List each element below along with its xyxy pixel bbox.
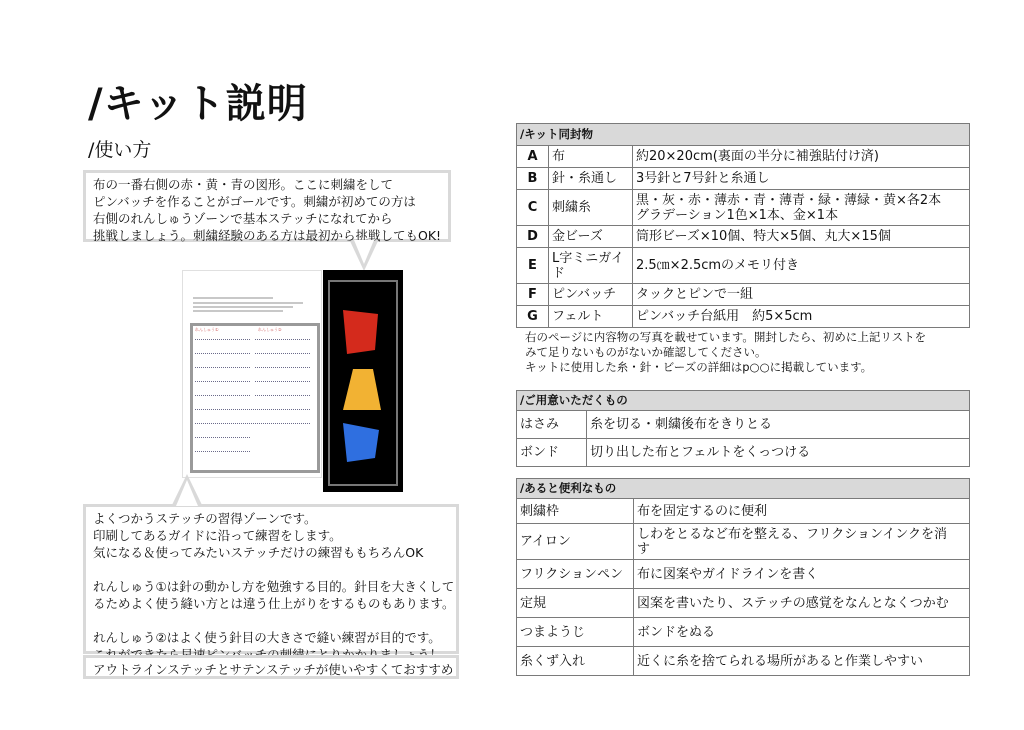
callout-line: 布の一番右側の赤・黄・青の図形。ここに刺繍をして	[93, 177, 394, 192]
item-name: つまようじ	[517, 618, 634, 647]
item-name: 針・糸通し	[549, 168, 633, 190]
item-name: はさみ	[517, 411, 587, 439]
table-row	[517, 439, 970, 467]
callout-line: るためよく使う縫い方とは違う仕上がりをするものもあります。	[93, 596, 455, 611]
stitch-row	[255, 353, 310, 355]
stitch-row	[195, 353, 250, 355]
item-desc: タックとピンで一組	[633, 284, 970, 306]
item-desc: 布に図案やガイドラインを書く	[634, 560, 970, 589]
item-name: 金ビーズ	[549, 226, 633, 248]
item-name-line: ド	[552, 265, 566, 281]
table-header: /あると便利なもの	[517, 479, 970, 499]
table-header: /ご用意いただくもの	[517, 391, 970, 411]
table-row	[517, 168, 970, 190]
item-name: 刺繍糸	[549, 190, 633, 226]
kit-contents-table	[516, 123, 970, 328]
stitch-row	[195, 451, 250, 453]
item-name: 糸くず入れ	[517, 647, 634, 676]
prepare-items-table	[516, 390, 970, 467]
handy-items-table	[516, 478, 970, 676]
item-desc: ボンドをぬる	[634, 618, 970, 647]
item-desc: 近くに糸を捨てられる場所があると作業しやすい	[634, 647, 970, 676]
item-desc: 布を固定するのに便利	[634, 499, 970, 524]
table-header-row	[517, 124, 970, 146]
item-id: G	[517, 306, 549, 328]
callout-line: ピンバッチを作ることがゴールです。刺繍が初めての方は	[93, 194, 416, 209]
item-desc: 2.5㎝×2.5cmのメモリ付き	[633, 248, 970, 284]
item-id: A	[517, 146, 549, 168]
item-name: 定規	[517, 589, 634, 618]
callout-spacer	[93, 612, 449, 629]
item-desc	[633, 190, 970, 226]
table-row	[517, 306, 970, 328]
callout-line: 気になる＆使ってみたいステッチだけの練習ももちろんOK	[93, 545, 424, 560]
callout-line: アウトラインステッチとサテンステッチが使いやすくておすすめ	[93, 662, 454, 677]
stitch-row	[255, 339, 310, 341]
item-desc: 3号針と7号針と糸通し	[633, 168, 970, 190]
pin-badge-shapes	[323, 270, 403, 492]
table-row	[517, 146, 970, 168]
table-row	[517, 248, 970, 284]
table-header-row	[517, 479, 970, 499]
stitch-row	[195, 409, 310, 411]
item-name: ボンド	[517, 439, 587, 467]
callout-line: れんしゅう②はよく使う針目の大きさで縫い練習が目的です。	[93, 630, 441, 645]
stitch-row	[195, 423, 310, 425]
item-desc: ピンバッチ台紙用 約5×5cm	[633, 306, 970, 328]
stitch-row	[195, 437, 250, 439]
stitch-row	[255, 395, 310, 397]
page-title: /キット説明	[88, 81, 308, 127]
kit-contents-note	[525, 330, 926, 375]
text-line	[193, 310, 283, 312]
table-row	[517, 499, 970, 524]
item-desc-line: 黒・灰・赤・薄赤・青・薄青・緑・薄緑・黄×各2本	[636, 192, 942, 208]
stitch-row	[195, 395, 250, 397]
note-line: みて足りないものがないか確認してください。	[525, 345, 767, 359]
item-desc-line: しわをとるなど布を整える、フリクションインクを消	[637, 526, 948, 542]
callout-goal	[83, 170, 451, 242]
stitch-row	[255, 367, 310, 369]
callout-pointer-fill	[354, 240, 374, 264]
item-name: ピンバッチ	[549, 284, 633, 306]
callout-line: れんしゅう①は針の動かし方を勉強する目的。針目を大きくして	[93, 579, 455, 594]
table-row	[517, 226, 970, 248]
section-title: /使い方	[88, 139, 152, 161]
item-name	[549, 248, 633, 284]
stitch-row	[195, 339, 250, 341]
callout-practice	[83, 504, 459, 654]
text-line	[193, 302, 303, 304]
table-row	[517, 190, 970, 226]
callout-line: 印刷してあるガイドに沿って練習をします。	[93, 528, 342, 543]
yellow-shape	[343, 369, 381, 410]
table-row	[517, 647, 970, 676]
item-desc: 約20×20cm(裏面の半分に補強貼付け済)	[633, 146, 970, 168]
item-id: C	[517, 190, 549, 226]
practice-1-label: れんしゅう①	[195, 327, 219, 332]
stitch-row	[255, 381, 310, 383]
table-row	[517, 524, 970, 560]
item-id: D	[517, 226, 549, 248]
table-row	[517, 560, 970, 589]
item-desc: 糸を切る・刺繍後布をきりとる	[587, 411, 970, 439]
practice-guide-image	[182, 270, 322, 478]
item-desc: 図案を書いたり、ステッチの感覚をなんとなくつかむ	[634, 589, 970, 618]
item-desc-line: グラデーション1色×1本、金×1本	[636, 207, 839, 223]
stitch-row	[195, 367, 250, 369]
table-row	[517, 589, 970, 618]
item-name: 刺繍枠	[517, 499, 634, 524]
item-desc: 切り出した布とフェルトをくっつける	[587, 439, 970, 467]
item-id: E	[517, 248, 549, 284]
callout-line: 右側のれんしゅうゾーンで基本ステッチになれてから	[93, 211, 393, 226]
callout-spacer	[93, 561, 449, 578]
callout-line: 挑戦しましょう。刺繍経験のある方は最初から挑戦してもOK!	[93, 228, 442, 243]
item-desc	[634, 524, 970, 560]
text-line	[193, 306, 293, 308]
text-line	[193, 297, 273, 299]
table-header-row	[517, 391, 970, 411]
table-row	[517, 284, 970, 306]
item-desc: 筒形ビーズ×10個、特大×5個、丸大×15個	[633, 226, 970, 248]
callout-pointer-fill	[176, 480, 198, 506]
item-name: フェルト	[549, 306, 633, 328]
item-name: アイロン	[517, 524, 634, 560]
note-line: キットに使用した糸・針・ビーズの詳細はp○○に掲載しています。	[525, 360, 873, 374]
item-id: F	[517, 284, 549, 306]
red-shape	[343, 310, 378, 354]
item-name: フリクションペン	[517, 560, 634, 589]
note-line: 右のページに内容物の写真を載せています。開封したら、初めに上記リストを	[525, 330, 927, 344]
table-row	[517, 411, 970, 439]
table-row	[517, 618, 970, 647]
item-name-line: L字ミニガイ	[552, 250, 624, 266]
pin-badge-zone-image	[323, 270, 403, 492]
table-header: /キット同封物	[517, 124, 970, 146]
item-desc-line: す	[637, 541, 651, 557]
callout-recommend	[83, 655, 459, 679]
item-id: B	[517, 168, 549, 190]
item-name: 布	[549, 146, 633, 168]
practice-2-label: れんしゅう②	[258, 327, 282, 332]
blue-shape	[343, 423, 379, 462]
stitch-row	[195, 381, 250, 383]
callout-line: よくつかうステッチの習得ゾーンです。	[93, 511, 317, 526]
